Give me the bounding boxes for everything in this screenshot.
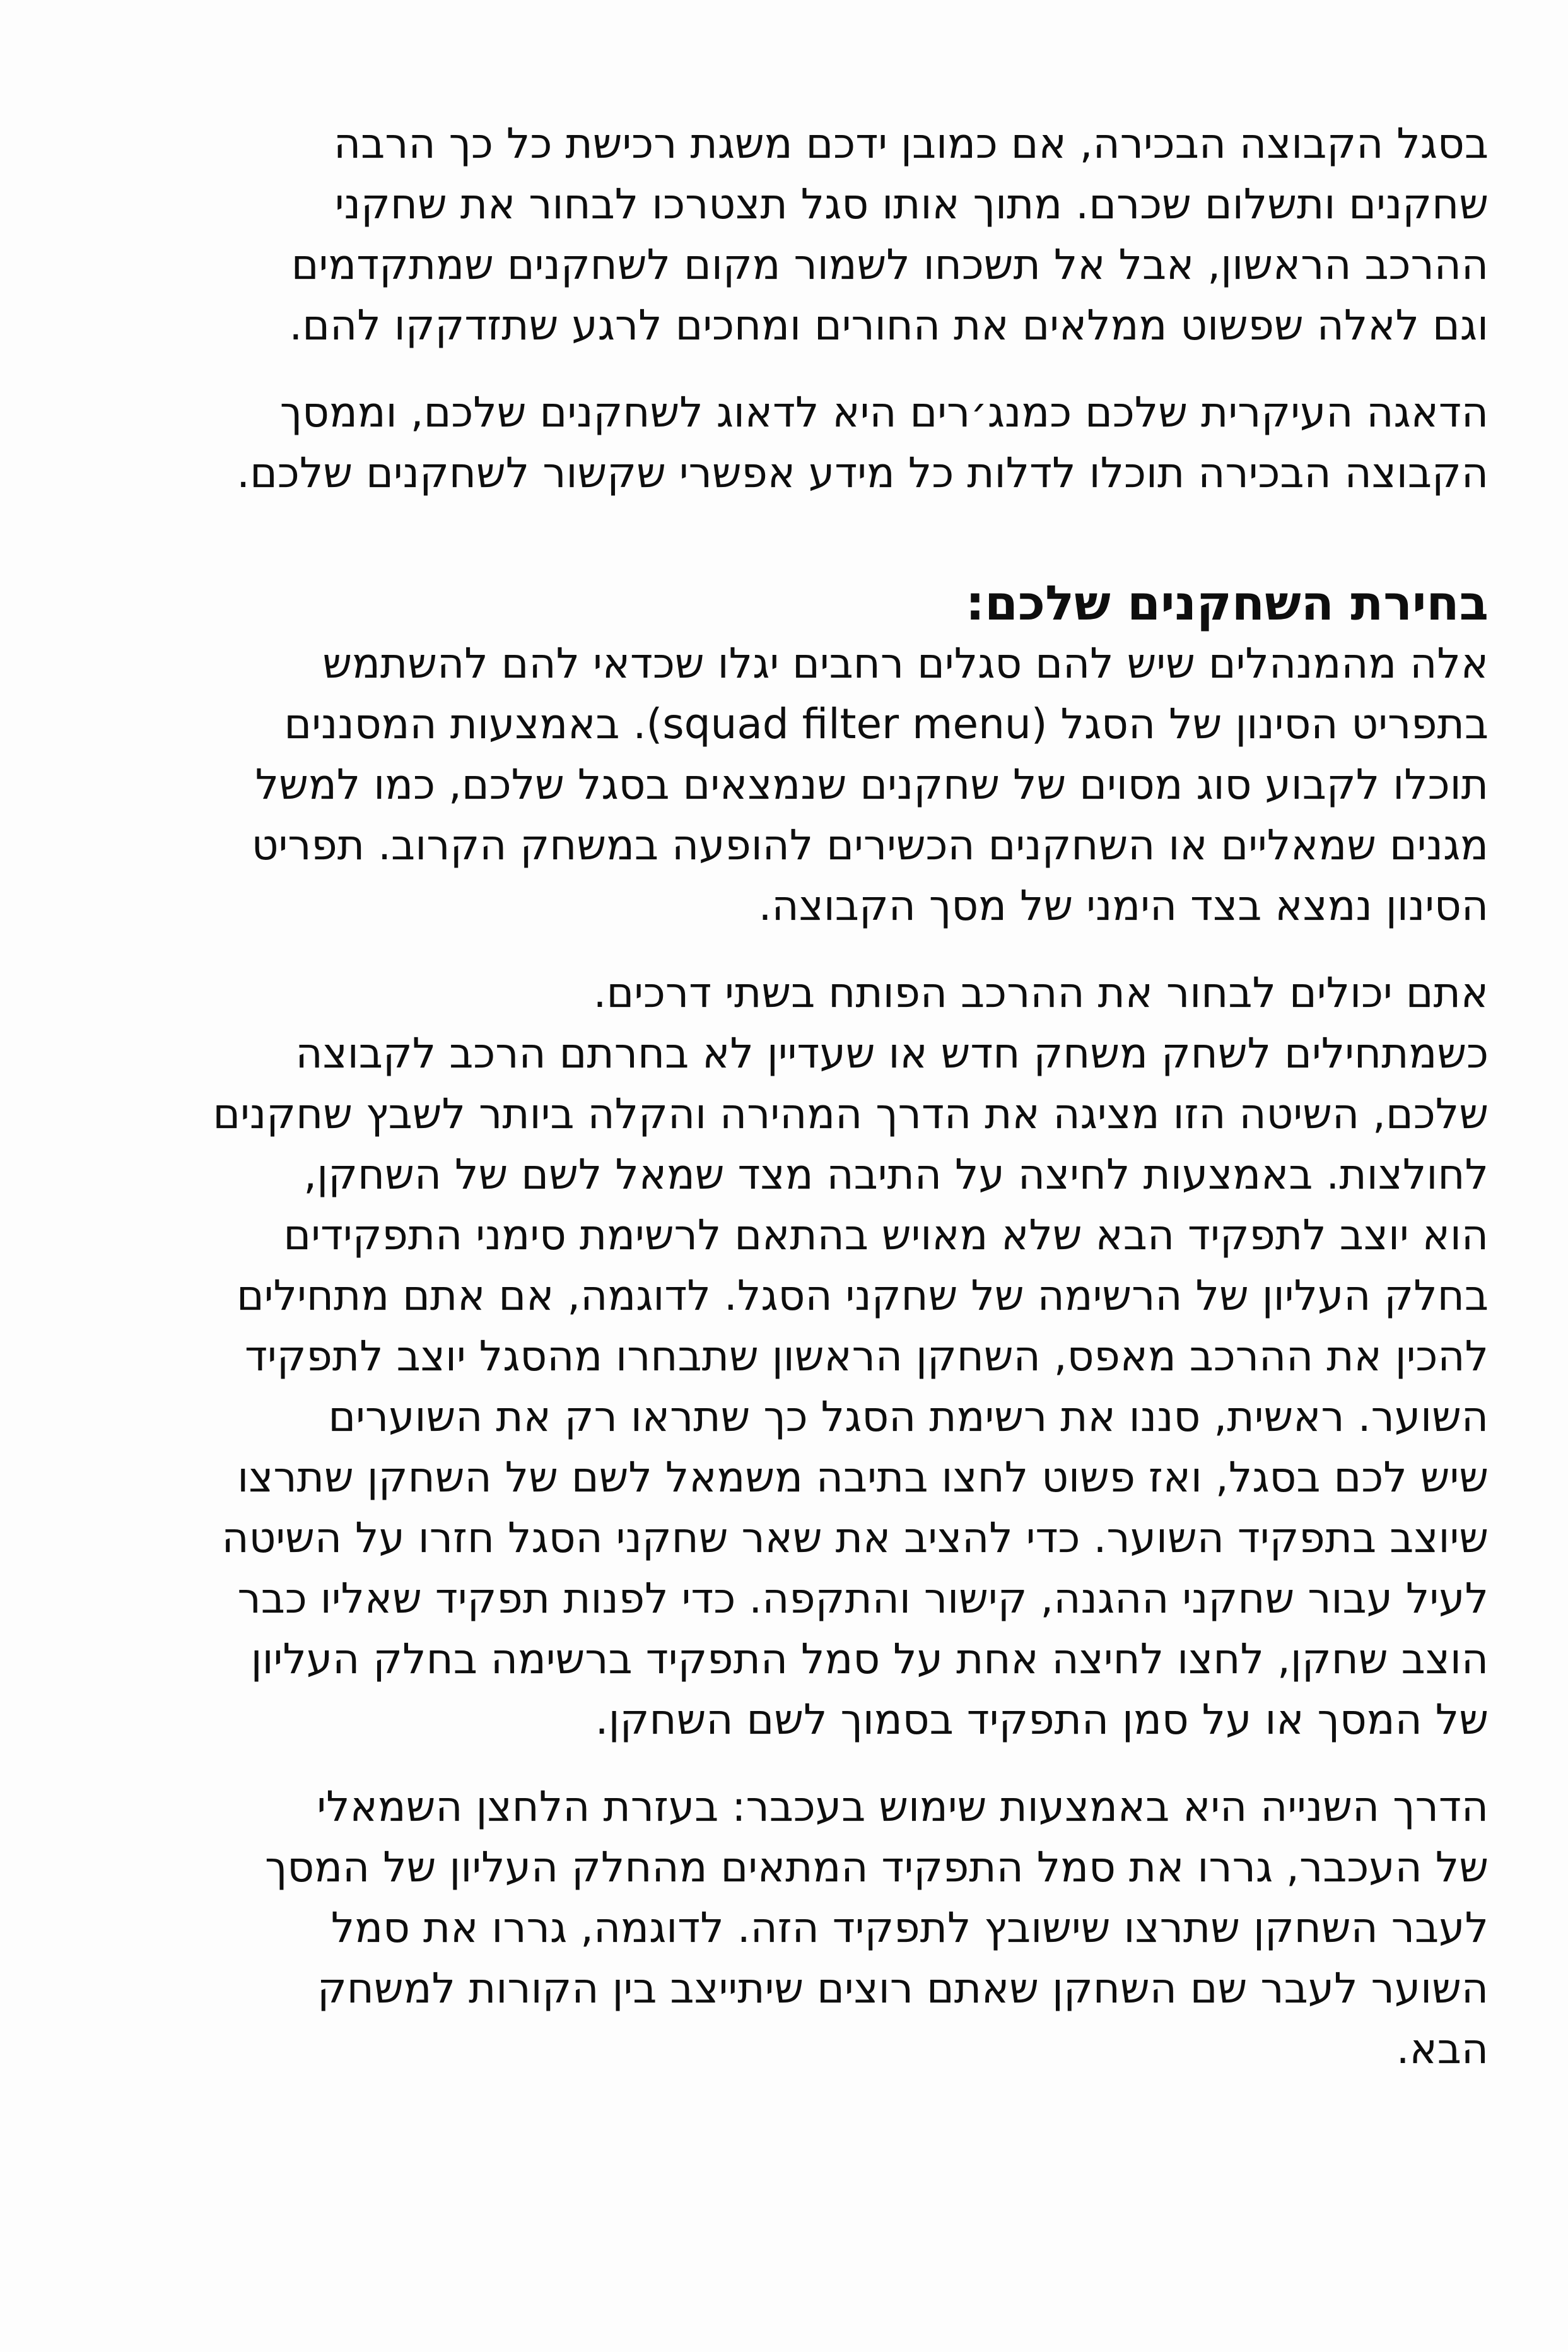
text-line: לעיל עבור שחקני ההגנה, קישור והתקפה. כדי לפנות תפקיד שאליו כבר bbox=[237, 1574, 1489, 1623]
paragraph-manager-concern bbox=[69, 382, 1489, 503]
text-line: ההרכב הראשון, אבל אל תשכחו לשמור מקום לשחקנים שמתקדמים bbox=[291, 240, 1489, 289]
text-line: הדאגה העיקרית שלכם כמנג׳רים היא לדאוג לשחקנים שלכם, וממסך bbox=[279, 388, 1489, 437]
text-line: תוכלו לקבוע סוג מסוים של שחקנים שנמצאים בסגל שלכם, כמו למשל bbox=[255, 760, 1489, 809]
text-line: הדרך השנייה היא באמצעות שימוש בעכבר: בעזרת הלחצן השמאלי bbox=[317, 1782, 1489, 1831]
text-line: בחלק העליון של הרשימה של שחקני הסגל. לדוגמה, אם אתם מתחילים bbox=[237, 1271, 1489, 1320]
text-line: להכין את ההרכב מאפס, השחקן הראשון שתבחרו מהסגל יוצב לתפקיד bbox=[244, 1332, 1489, 1380]
text-line: הוא יוצב לתפקיד הבא שלא מאויש בהתאם לרשימת סימני התפקידים bbox=[283, 1211, 1489, 1259]
paragraph-first-method bbox=[69, 963, 1489, 1750]
text-line: בתפריט הסינון של הסגל (squad filter menu). באמצעות המסננים bbox=[284, 700, 1489, 748]
paragraph-gap bbox=[69, 936, 1489, 963]
section-gap bbox=[69, 503, 1489, 573]
text-line: הסינון נמצא בצד הימני של מסך הקבוצה. bbox=[758, 881, 1489, 930]
text-line: אלה מהמנהלים שיש להם סגלים רחבים יגלו שכדאי להם להשתמש bbox=[322, 639, 1489, 688]
text-line: שלכם, השיטה הזו מציגה את הדרך המהירה והקלה ביותר לשבץ שחקנים bbox=[213, 1090, 1489, 1138]
text-line: כשמתחילים לשחק משחק חדש או שעדיין לא בחרתם הרכב לקבוצה bbox=[295, 1029, 1489, 1078]
page-content bbox=[69, 114, 1489, 2079]
text-line: שיוצב בתפקיד השוער. כדי להציב את שאר שחקני הסגל חזרו על השיטה bbox=[221, 1514, 1489, 1562]
paragraph-gap bbox=[69, 1750, 1489, 1777]
text-line: הקבוצה הבכירה תוכלו לדלות כל מידע אפשרי שקשור לשחקנים שלכם. bbox=[237, 449, 1489, 497]
text-line: לחולצות. באמצעות לחיצה על התיבה מצד שמאל לשם של השחקן, bbox=[303, 1150, 1489, 1199]
text-line: שיש לכם בסגל, ואז פשוט לחצו בתיבה משמאל לשם של השחקן שתרצו bbox=[237, 1453, 1489, 1502]
text-line: הוצב שחקן, לחצו לחיצה אחת על סמל התפקיד ברשימה בחלק העליון bbox=[250, 1635, 1489, 1683]
text-line: השוער. ראשית, סננו את רשימת הסגל כך שתראו רק את השוערים bbox=[328, 1392, 1489, 1441]
text-line: של המסך או על סמן התפקיד בסמוך לשם השחקן. bbox=[595, 1695, 1489, 1744]
text-line: השוער לעבר שם השחקן שאתם רוצים שיתייצב בין הקורות למשחק bbox=[317, 1964, 1489, 2013]
paragraph-squad-intro bbox=[69, 114, 1489, 356]
section-heading: בחירת השחקנים שלכם: bbox=[965, 575, 1489, 631]
section-choosing-players bbox=[69, 573, 1489, 2079]
text-line: שחקנים ותשלום שכרם. מתוך אותו סגל תצטרכו לבחור את שחקני bbox=[334, 180, 1489, 228]
text-line: מגנים שמאליים או השחקנים הכשירים להופעה במשחק הקרוב. תפריט bbox=[251, 821, 1489, 869]
text-line: לעבר השחקן שתרצו שישובץ לתפקיד הזה. לדוגמה, גררו את סמל bbox=[331, 1903, 1489, 1952]
paragraph-filter-menu bbox=[69, 633, 1489, 936]
text-line: של העכבר, גררו את סמל התפקיד המתאים מהחלק העליון של המסך bbox=[264, 1843, 1489, 1891]
text-line: הבא. bbox=[1396, 2025, 1489, 2073]
text-line: וגם לאלה שפשוט ממלאים את החורים ומחכים לרגע שתזדקקו להם. bbox=[289, 301, 1489, 350]
paragraph-second-method bbox=[69, 1777, 1489, 2079]
text-line: בסגל הקבוצה הבכירה, אם כמובן ידכם משגת רכישת כל כך הרבה bbox=[333, 119, 1489, 168]
paragraph-gap bbox=[69, 356, 1489, 382]
text-line: אתם יכולים לבחור את ההרכב הפותח בשתי דרכים. bbox=[593, 968, 1489, 1017]
